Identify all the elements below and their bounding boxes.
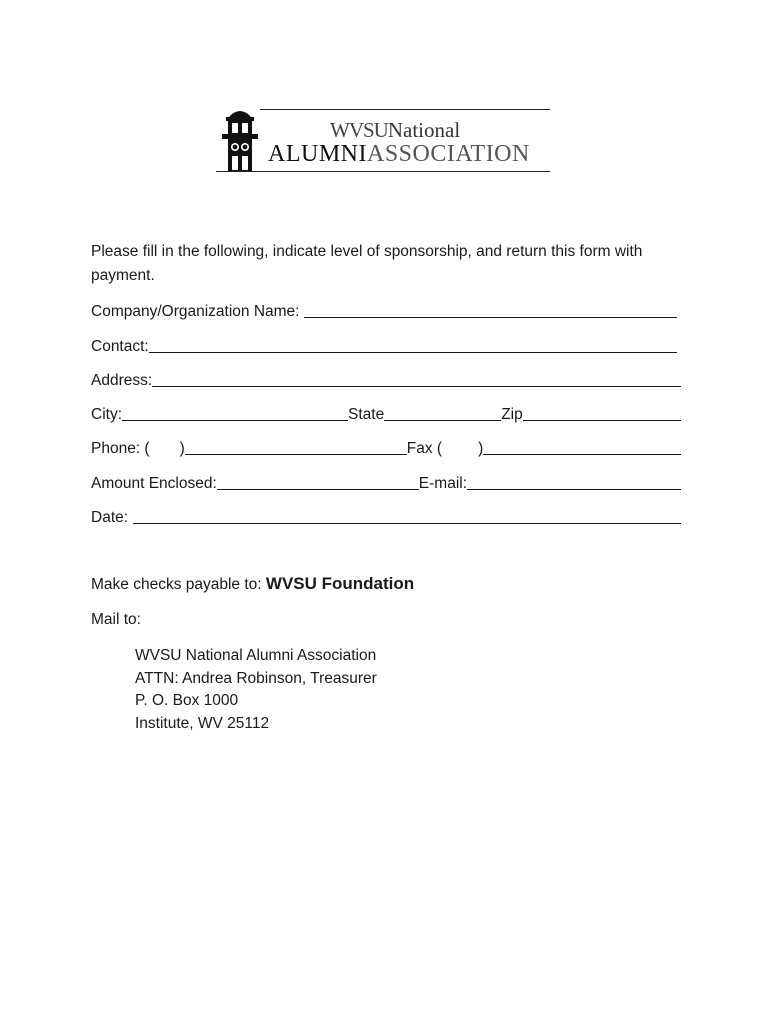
address-label: Address: <box>91 372 153 389</box>
amount-email-row <box>91 471 681 493</box>
fax-label: Fax ( <box>406 440 443 457</box>
city-state-zip-row <box>91 402 681 424</box>
amount-field[interactable] <box>217 472 419 490</box>
fax-field[interactable] <box>483 437 681 455</box>
logo-association: ASSOCIATION <box>367 141 530 167</box>
state-label: State <box>348 406 385 423</box>
clock-tower-icon <box>218 104 262 172</box>
contact-label: Contact: <box>91 338 149 355</box>
phone-close-paren: ) <box>179 440 185 457</box>
wvsu-alumni-logo <box>216 104 552 176</box>
address-line: WVSU National Alumni Association <box>135 647 377 664</box>
phone-fax-row <box>91 436 681 458</box>
intro-text: Please fill in the following, indicate level of sponsorship, and return this form with payment. <box>91 243 643 284</box>
date-field[interactable] <box>133 506 681 524</box>
logo-alumni: ALUMNI <box>268 141 367 167</box>
mail-to-label: Mail to: <box>91 611 141 628</box>
address-field[interactable] <box>152 369 681 387</box>
date-row <box>91 505 681 527</box>
company-row <box>91 299 677 321</box>
logo-wvsu: WVSU <box>330 118 388 142</box>
contact-row <box>91 334 677 356</box>
city-field[interactable] <box>122 403 348 421</box>
mailing-address <box>135 645 377 735</box>
logo-national: National <box>387 118 461 142</box>
email-field[interactable] <box>467 472 681 490</box>
company-label: Company/Organization Name: <box>91 303 300 320</box>
state-field[interactable] <box>384 403 501 421</box>
payable-line <box>91 574 414 594</box>
phone-label: Phone: ( <box>91 440 150 457</box>
contact-field[interactable] <box>149 335 677 353</box>
address-row <box>91 368 681 390</box>
amount-label: Amount Enclosed: <box>91 475 217 492</box>
date-label: Date: <box>91 509 129 526</box>
logo-rule <box>216 171 550 172</box>
fax-close-paren: ) <box>478 440 484 457</box>
zip-field[interactable] <box>523 403 681 421</box>
phone-field[interactable] <box>185 437 407 455</box>
payable-label: Make checks payable to: <box>91 576 266 593</box>
logo-rule <box>260 109 550 110</box>
company-field[interactable] <box>304 300 678 318</box>
address-line: ATTN: Andrea Robinson, Treasurer <box>135 669 377 687</box>
email-label: E-mail: <box>418 475 468 492</box>
address-line: P. O. Box 1000 <box>135 692 239 709</box>
address-line: Institute, WV 25112 <box>135 714 270 732</box>
logo-text-line1 <box>330 118 460 143</box>
zip-label: Zip <box>501 406 523 423</box>
city-label: City: <box>91 406 122 423</box>
logo-text-line2 <box>268 141 530 168</box>
payable-payee: WVSU Foundation <box>265 574 415 593</box>
